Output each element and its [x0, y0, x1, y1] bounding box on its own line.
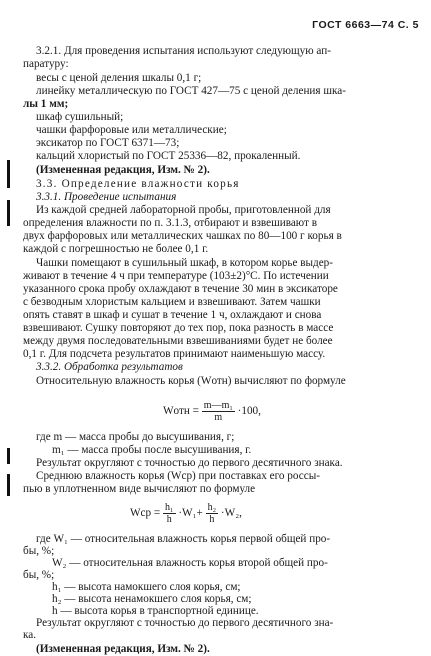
formula-tail: ·100, [237, 405, 261, 417]
formula-denominator: h [209, 513, 215, 525]
text-line: каждой с погрешностью не более 0,1 г. [23, 243, 209, 255]
text-line: h₁ — высота намокшего слоя корья, см; [52, 581, 241, 593]
formula-term: ·W₂, [220, 507, 242, 519]
formula-numerator: h₂ [207, 501, 217, 513]
margin-mark [7, 474, 10, 496]
formula-lhs: Wотн = [163, 405, 199, 417]
text-line: бы, %; [23, 545, 55, 557]
subsection-heading: 3.3.2. Обработка результатов [36, 361, 183, 373]
formula-denominator: h [166, 513, 172, 525]
text-line: пью в уплотненном виде вычисляют по формуле [23, 483, 256, 495]
amendment-note: (Измененная редакция, Изм. № 2). [36, 643, 210, 655]
text-line: лы 1 мм; [23, 98, 69, 110]
text-line: где m — масса пробы до высушивания, г; [36, 431, 235, 443]
text-line: Чашки помещают в сушильный шкаф, в котором корье выдер- [36, 257, 333, 269]
formula-relative-humidity [163, 398, 261, 424]
text-line: 0,1 г. Для подсчета результатов принимают наименьшую массу. [23, 348, 326, 360]
text-line: где W₁ — относительная влажность корья первой общей про- [36, 533, 331, 545]
text-line: весы с ценой деления шкалы 0,1 г; [36, 72, 202, 84]
margin-mark [7, 200, 10, 226]
text-line: между двумя последовательными взвешиваниями будет не более [23, 335, 333, 347]
text-line: ка. [23, 629, 37, 641]
formula-denominator: m [214, 411, 223, 423]
text-line: определения влажности по п. 3.1.3, отбирают и взвешивают в [23, 217, 317, 229]
text-line: паратуру: [23, 58, 69, 70]
text-line: Относительную влажность корья (Wотн) вычисляют по формуле [36, 375, 346, 387]
margin-mark [7, 160, 10, 188]
text-line: чашки фарфоровые или металлические; [36, 124, 227, 136]
formula-fraction [202, 400, 235, 423]
text-line: указанного срока пробу охлаждают в течение 30 мин в эксикаторе [23, 283, 338, 295]
formula-average-humidity [130, 500, 242, 526]
amendment-note: (Измененная редакция, Изм. № 2). [36, 164, 210, 176]
formula-fraction [163, 502, 176, 525]
formula-lhs: Wср = [130, 507, 161, 519]
text-line: h — высота корья в транспортной единице. [52, 605, 259, 617]
margin-mark [7, 448, 10, 464]
text-line: живают в течение 4 ч при температуре (103±2)°С. По истечении [23, 270, 329, 282]
text-line: m₁ — масса пробы после высушивания, г. [52, 444, 252, 456]
formula-fraction [206, 502, 219, 525]
formula-numerator: h₁ [165, 501, 174, 513]
text-line: эксикатор по ГОСТ 6371—73; [36, 137, 180, 149]
page-header-code: ГОСТ 6663—74 С. 5 [312, 19, 419, 31]
text-line: h₂ — высота ненамокшего слоя корья, см; [52, 593, 252, 605]
text-line: опять ставят в шкаф и сушат в течение 1 ч, охлаждают и снова [23, 309, 322, 321]
text-line: Среднюю влажность корья (Wср) при поставках его россы- [36, 470, 320, 482]
text-line: Результат округляют с точностью до первого десятичного зна- [36, 617, 334, 629]
text-line: шкаф сушильный; [36, 111, 124, 123]
section-heading: 3.3. Определение влажности корья [36, 178, 240, 190]
formula-numerator: m—m₁ [203, 399, 233, 411]
text-line: двух фарфоровых или металлических чашках по 80—100 г корья в [23, 230, 342, 242]
text-line: с безводным хлористым кальцием и взвешивают. Затем чашки [23, 296, 321, 308]
subsection-heading: 3.3.1. Проведение испытания [36, 191, 177, 203]
text-line: Результат округляют с точностью до первого десятичного знака. [36, 457, 343, 469]
formula-term: ·W₁+ [178, 507, 203, 519]
text-line: бы, %; [23, 569, 55, 581]
text-line: W₂ — относительная влажность корья второй общей про- [52, 557, 328, 569]
text-line: кальций хлористый по ГОСТ 25336—82, прокаленный. [36, 150, 301, 162]
text-line: Из каждой средней лабораторной пробы, приготовленной для [36, 204, 331, 216]
text-line: 3.2.1. Для проведения испытания используют следующую ап- [36, 45, 331, 57]
text-line: линейку металлическую по ГОСТ 427—75 с ценой деления шка- [36, 85, 346, 97]
text-line: взвешивают. Сушку повторяют до тех пор, пока разность в массе [23, 322, 334, 334]
